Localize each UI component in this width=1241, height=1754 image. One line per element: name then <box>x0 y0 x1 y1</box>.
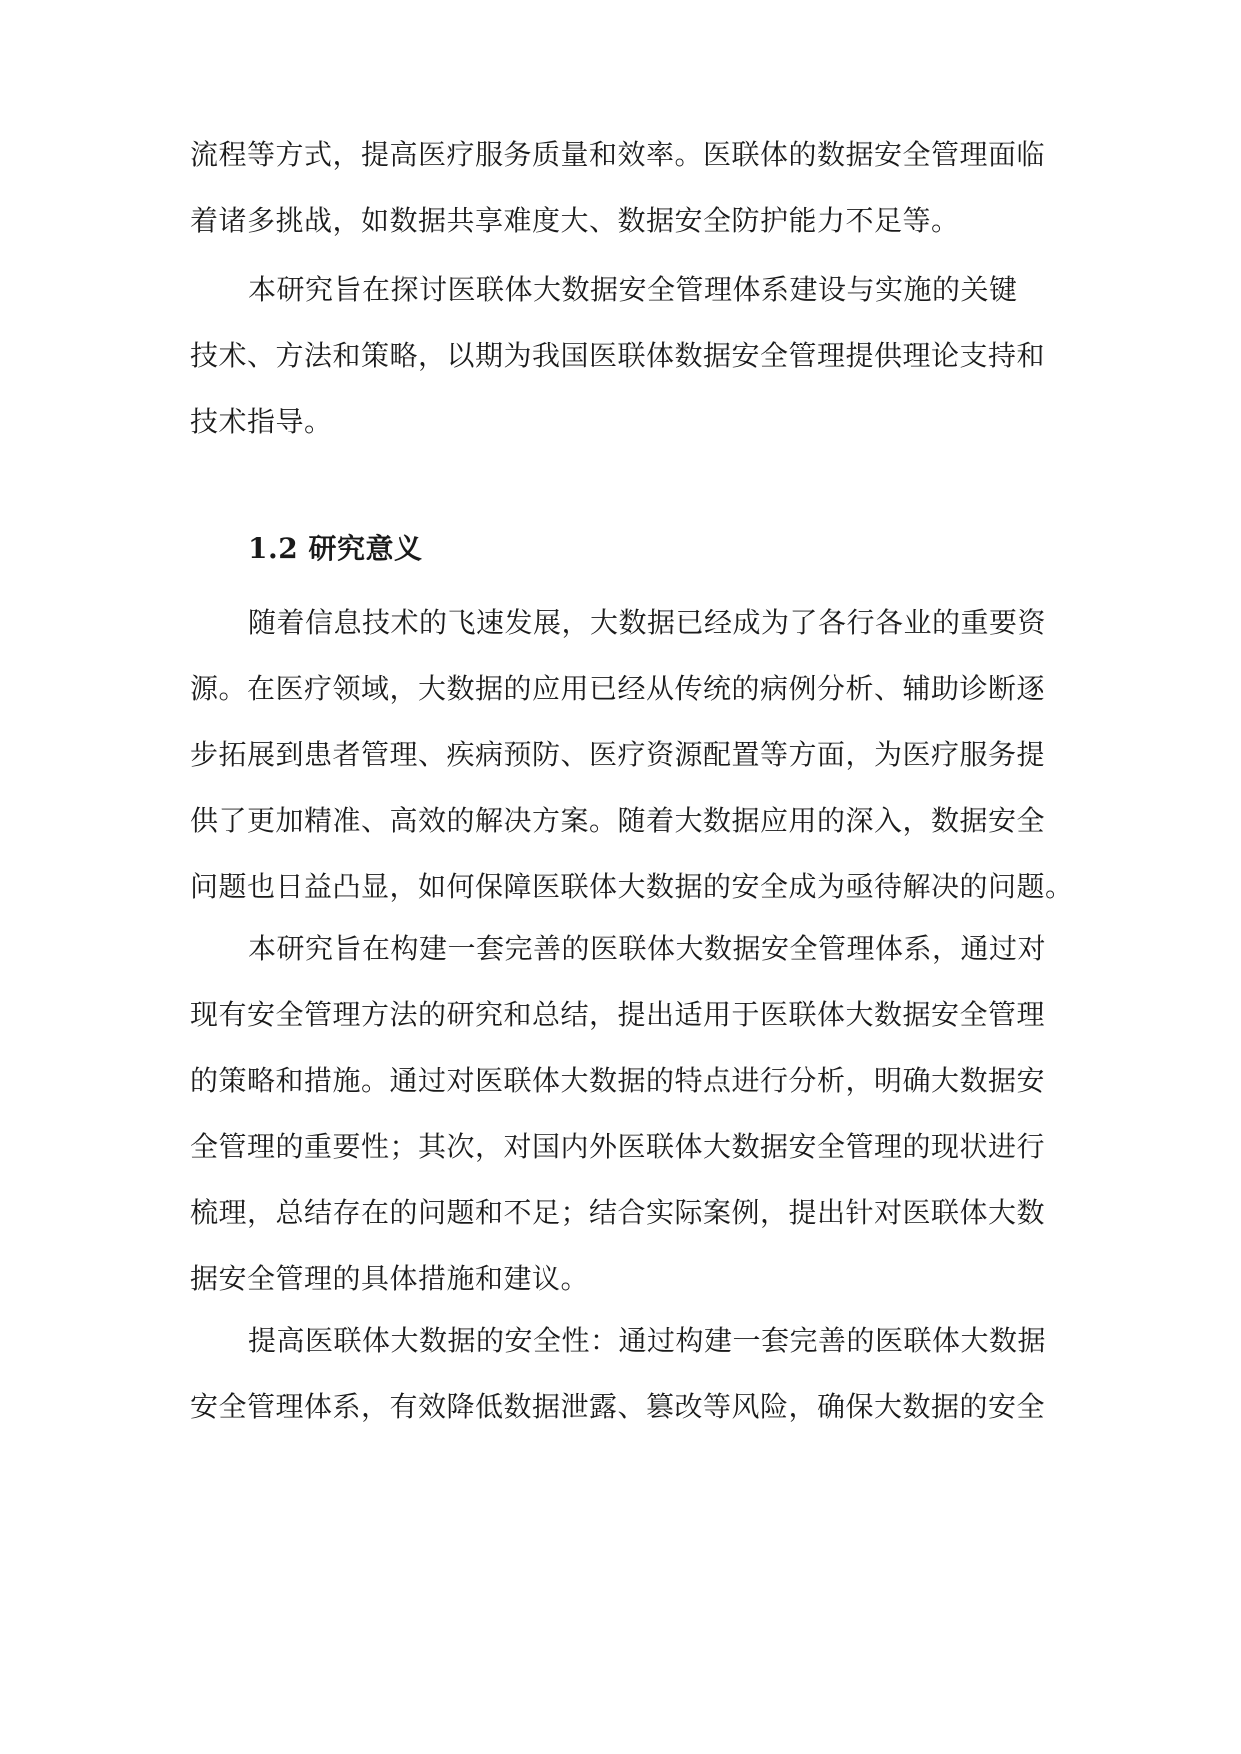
paragraph-2-line-3: 技术指导。 <box>190 405 333 438</box>
paragraph-3-line-4: 供了更加精准、高效的解决方案。随着大数据应用的深入，数据安全 <box>190 804 1046 837</box>
paragraph-1-line-2: 着诸多挑战，如数据共享难度大、数据安全防护能力不足等。 <box>190 204 960 237</box>
paragraph-5-line-1: 提高医联体大数据的安全性：通过构建一套完善的医联体大数据 <box>248 1324 1047 1357</box>
section-heading: 1.2 研究意义 <box>248 532 423 565</box>
paragraph-4-line-3: 的策略和措施。通过对医联体大数据的特点进行分析，明确大数据安 <box>190 1064 1046 1097</box>
paragraph-4 <box>190 916 1050 1312</box>
paragraph-2-line-2: 技术、方法和策略，以期为我国医联体数据安全管理提供理论支持和 <box>190 339 1046 372</box>
paragraph-2 <box>190 257 1050 455</box>
paragraph-2-line-1: 本研究旨在探讨医联体大数据安全管理体系建设与实施的关键 <box>248 273 1018 306</box>
paragraph-4-line-1: 本研究旨在构建一套完善的医联体大数据安全管理体系，通过对 <box>248 932 1047 965</box>
section-heading-block <box>190 516 1050 582</box>
paragraph-3-line-5: 问题也日益凸显，如何保障医联体大数据的安全成为亟待解决的问题。 <box>190 870 1074 903</box>
paragraph-4-line-6: 据安全管理的具体措施和建议。 <box>190 1262 590 1295</box>
paragraph-5-line-2: 安全管理体系，有效降低数据泄露、篡改等风险，确保大数据的安全 <box>190 1390 1046 1423</box>
paragraph-1-line-1: 流程等方式，提高医疗服务质量和效率。医联体的数据安全管理面临 <box>190 138 1046 171</box>
paragraph-5 <box>190 1308 1050 1440</box>
paragraph-3-line-1: 随着信息技术的飞速发展，大数据已经成为了各行各业的重要资 <box>248 606 1047 639</box>
paragraph-4-line-5: 梳理，总结存在的问题和不足；结合实际案例，提出针对医联体大数 <box>190 1196 1046 1229</box>
paragraph-3-line-2: 源。在医疗领域，大数据的应用已经从传统的病例分析、辅助诊断逐 <box>190 672 1046 705</box>
paragraph-3 <box>190 590 1074 920</box>
paragraph-3-line-3: 步拓展到患者管理、疾病预防、医疗资源配置等方面，为医疗服务提 <box>190 738 1046 771</box>
paragraph-1 <box>190 122 1050 254</box>
paragraph-4-line-4: 全管理的重要性；其次，对国内外医联体大数据安全管理的现状进行 <box>190 1130 1046 1163</box>
paragraph-4-line-2: 现有安全管理方法的研究和总结，提出适用于医联体大数据安全管理 <box>190 998 1046 1031</box>
